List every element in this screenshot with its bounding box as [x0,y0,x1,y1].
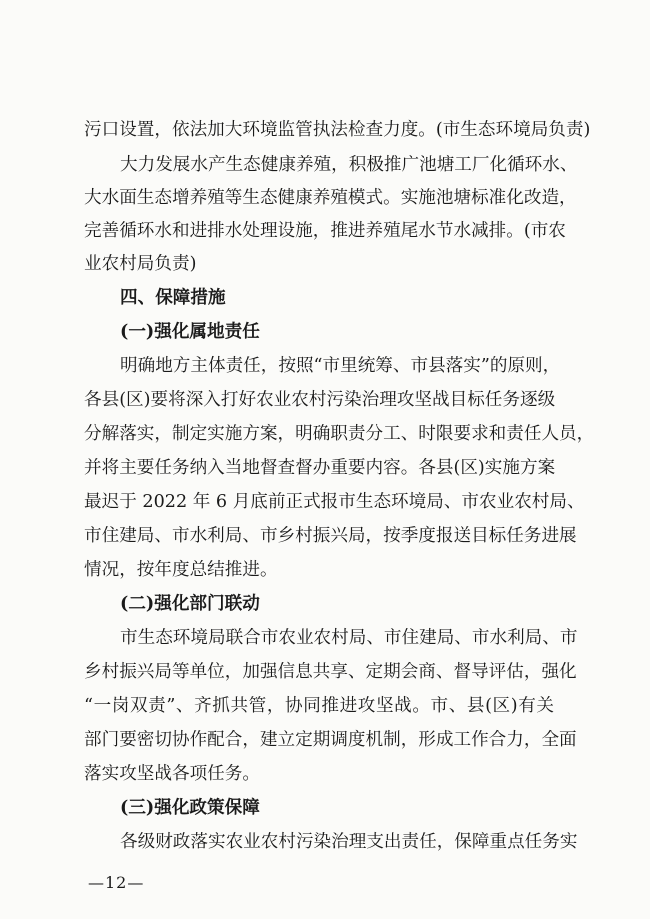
paragraph-line: “一岗双责”、齐抓共管，协同推进攻坚战。市、县(区)有关 [84,696,554,716]
subsection-heading: (一)强化属地责任 [120,321,260,342]
paragraph-line: 明确地方主体责任，按照“市里统筹、市县落实”的原则， [120,356,561,376]
paragraph-line: 市生态环境局联合市农业农村局、市住建局、市水利局、市 [120,628,578,648]
page-number: —12— [88,873,145,892]
section-heading: 四、保障措施 [120,288,226,308]
paragraph-line: 情况，按年度总结推进。 [84,560,278,580]
paragraph-line: 乡村振兴局等单位，加强信息共享、定期会商、督导评估，强化 [84,662,577,682]
subsection-heading: (二)强化部门联动 [120,593,260,614]
paragraph-line: 分解落实，制定实施方案，明确职责分工、时限要求和责任人员， [84,424,595,444]
paragraph-line: 大水面生态增养殖等生态健康养殖模式。实施池塘标准化改造， [84,188,577,208]
paragraph-line: 部门要密切协作配合，建立定期调度机制，形成工作合力，全面 [84,730,577,750]
paragraph-line: 污口设置，依法加大环境监管执法检查力度。(市生态环境局负责) [84,120,591,140]
paragraph-line: 市住建局、市水利局、市乡村振兴局，按季度报送目标任务进展 [84,526,577,546]
paragraph-line: 落实攻坚战各项任务。 [84,764,260,784]
paragraph-line: 并将主要任务纳入当地督查督办重要内容。各县(区)实施方案 [84,458,556,478]
subsection-heading: (三)强化政策保障 [120,797,260,818]
paragraph-line: 大力发展水产生态健康养殖，积极推广池塘工厂化循环水、 [120,155,578,175]
paragraph-line: 最迟于 2022 年 6 月底前正式报市生态环境局、市农业农村局、 [84,492,585,512]
paragraph-line: 各级财政落实农业农村污染治理支出责任，保障重点任务实 [120,832,578,852]
paragraph-line: 业农村局负责) [84,254,197,274]
paragraph-line: 完善循环水和进排水处理设施，推进养殖尾水节水减排。(市农 [84,221,566,241]
paragraph-line: 各县(区)要将深入打好农业农村污染治理攻坚战目标任务逐级 [84,390,556,410]
